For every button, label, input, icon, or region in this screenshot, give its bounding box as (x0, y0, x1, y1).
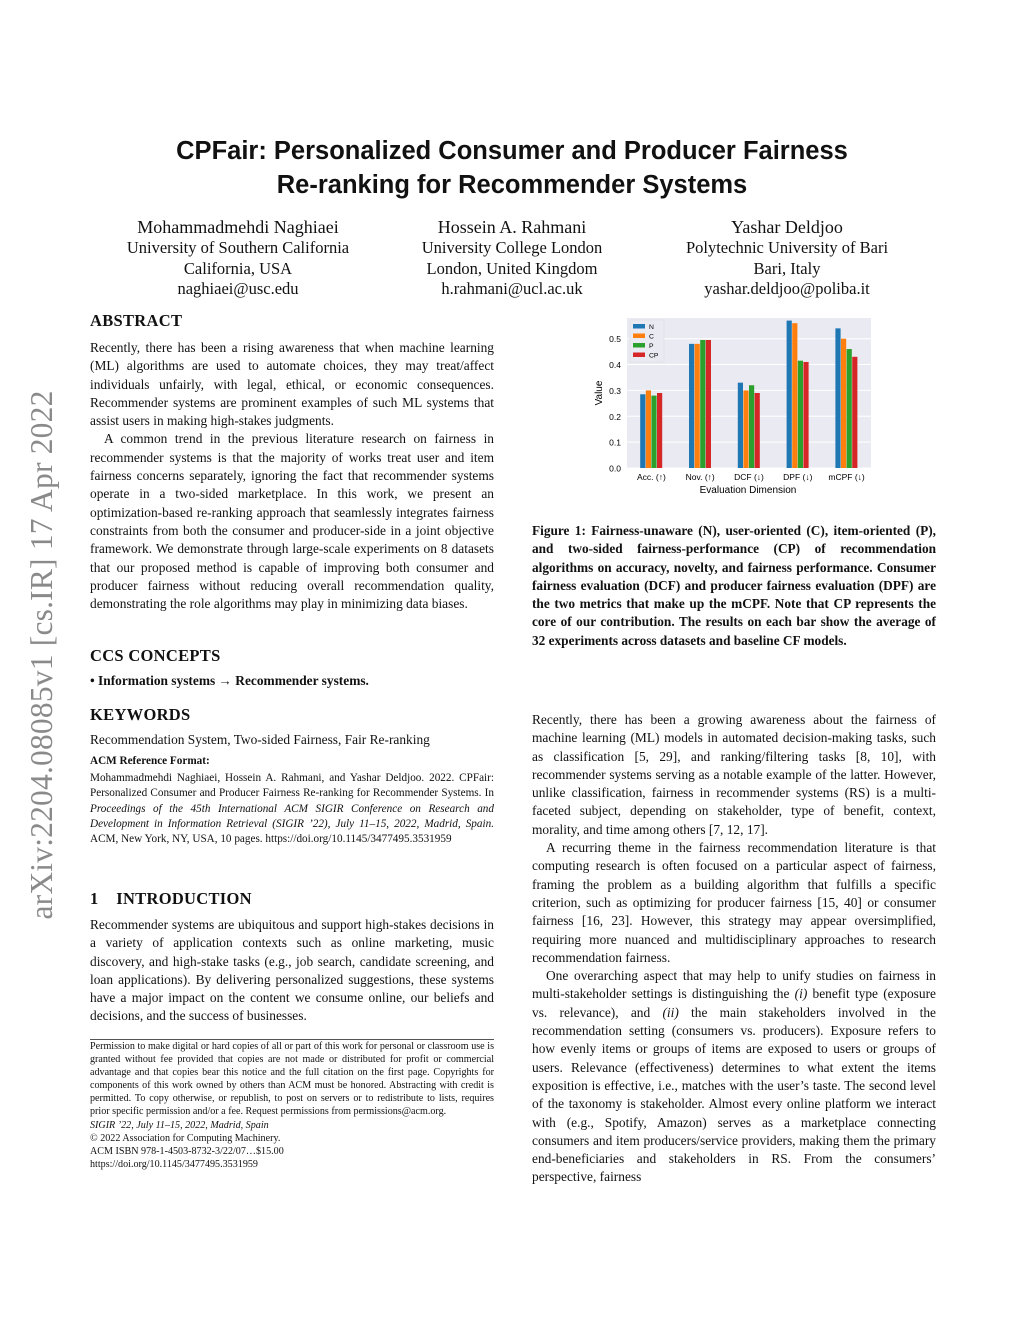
bar-n-4 (835, 328, 840, 468)
bar-c-3 (792, 323, 797, 468)
figure-caption-block (532, 522, 936, 650)
author-affiliation: University College London (421, 238, 603, 257)
bar-p-1 (700, 340, 705, 468)
figure-caption: Figure 1: Fairness-unaware (N), user-oriented (C), item-oriented (P), and two-sided fairness-performance (CP) of recommendation algorithms on accuracy, novelty, and fairness performance. Consumer fairness evaluation (DCF) and producer fairness evaluation (DPF) are the two metrics that make up the mCPF. Note that CP represents the core of our contribution. The results on each bar show the average of 32 experiments across datasets and baseline CF models. (532, 523, 936, 648)
right-p3-part-b: benefit type (exposure vs. relevance), and (532, 986, 936, 1020)
author-block-2 (362, 216, 662, 300)
bar-c-4 (841, 339, 846, 468)
permission-footnote (90, 1040, 494, 1171)
venue-line: SIGIR ’22, July 11–15, 2022, Madrid, Spain (90, 1119, 269, 1131)
bar-c-0 (646, 390, 651, 468)
legend-swatch-cp (633, 353, 645, 358)
x-tick-label: DCF (↓) (734, 472, 764, 482)
abstract-paragraph-2: A common trend in the previous literature research on fairness in recommender systems is that the majority of works treat user and item fairness concerns separately, ignoring the fact that recommender systems operate in a two-sided marketplace. In this work, we present an optimization-based re-ranking approach that seamlessly integrates fairness constraints from both the consumer and producer-side in a joint objective framework. We demonstrate through large-scale experiments on 8 datasets that our proposed method is capable of improving both consumer and producer fairness without reducing overall recommendation quality, demonstrating the role algorithms may play in minimizing data biases. (90, 431, 494, 612)
y-tick-label: 0.1 (609, 437, 621, 448)
y-tick-label: 0.0 (609, 463, 621, 474)
paper-title (0, 134, 1024, 202)
acm-reference (90, 754, 494, 847)
chart-x-axis-label: Evaluation Dimension (699, 485, 797, 496)
x-tick-label: DPF (↓) (783, 472, 813, 482)
right-body-text (532, 711, 936, 1187)
acm-ref-text (90, 771, 494, 847)
title-line-1: CPFair: Personalized Consumer and Producer Fairness (176, 137, 848, 165)
author-affiliation: Polytechnic University of Bari (685, 238, 889, 257)
bar-cp-1 (706, 340, 711, 468)
y-tick-label: 0.5 (609, 334, 621, 345)
author-name: Hossein A. Rahmani (437, 217, 587, 237)
doi-line: https://doi.org/10.1145/3477495.3531959 (90, 1158, 258, 1170)
author-block-3 (637, 216, 937, 300)
figure-1-bar-chart (580, 310, 880, 500)
permission-text: Permission to make digital or hard copies of all or part of this work for personal or classroom use is granted without fee provided that copies are not made or distributed for profit or commercial advantage and that copies bear this notice and the full citation on the first page. Copyrights for components of this work owned by others than ACM must be honored. Abstracting with credit is permitted. To copy otherwise, or republish, to post on servers or to redistribute to lists, requires prior specific permission and/or a fee. Request permissions from permissions@acm.org. (90, 1041, 494, 1118)
author-email: h.rahmani@ucl.ac.uk (441, 279, 583, 298)
right-paragraph-2: A recurring theme in the fairness recommendation literature is that computing research is often focused on a particular aspect of fairness, framing the problem as a building algorithm that fulfills a specific criterion, such as optimizing for producer fairness [15, 40] or consumer fairness [16, 23]. However, this strategy may appear oversimplified, requiring more nuanced and multidisciplinary approaches to research recommendation fairness. (532, 840, 936, 965)
ccs-text: • Information systems → Recommender systems. (90, 673, 369, 688)
right-p3-part-a: One overarching aspect that may help to unify studies on fairness in multi-stakeholder settings is distinguishing the (532, 968, 936, 1002)
author-name: Mohammadmehdi Naghiaei (137, 217, 339, 237)
arxiv-id: arXiv:2204.08085v1 [cs.IR] 17 Apr 2022 (24, 390, 59, 920)
author-location: California, USA (183, 258, 293, 278)
author-block-1 (88, 216, 388, 300)
legend-label-n: N (649, 324, 654, 331)
bar-cp-2 (755, 393, 760, 468)
author-email: yashar.deldjoo@poliba.it (704, 279, 870, 298)
right-p3-part-c: the main stakeholders involved in the recommendation setting (consumers vs. producers). Exposure refers to how evenly items or groups of items are exposed to users or groups of users. Relevance (effectiveness) determines to what extent the items exposition is effective, i.e., matches with the user’s taste. The second level of the taxonomy is stakeholder. Almost every online platform we interact with (e.g., Spotify, Amazon) serves as a marketplace connecting consumers and item producers/service providers, making them the primary end-beneficiaries and stakeholders in RS. From the consumers’ perspective, fairness (532, 1004, 936, 1185)
author-email: naghiaei@usc.edu (177, 279, 299, 298)
bar-c-2 (743, 390, 748, 468)
legend-label-cp: CP (649, 352, 659, 360)
acm-ref-heading: ACM Reference Format: (90, 755, 210, 767)
bar-p-2 (749, 385, 754, 468)
right-paragraph-3 (532, 967, 936, 1187)
x-tick-label: Acc. (↑) (636, 472, 666, 482)
author-affiliation: University of Southern California (126, 238, 350, 257)
intro-paragraph-1: Recommender systems are ubiquitous and support high-stakes decisions in a variety of application contexts such as online marketing, music discovery, and high-stake tasks (e.g., job search, candidate screening, and loan applications). By delivering personalized suggestions, these systems have a major impact on the content we consume online, our beliefs and decisions, and the success of businesses. (90, 917, 494, 1024)
chart-legend (630, 320, 664, 362)
legend-swatch-p (633, 343, 645, 348)
legend-swatch-c (633, 334, 645, 339)
bar-cp-3 (803, 362, 808, 468)
intro-heading: 1 INTRODUCTION (90, 889, 252, 908)
legend-label-p: P (649, 343, 654, 350)
chart-x-ticks (637, 472, 865, 482)
acm-ref-italic: Proceedings of the 45th International ACM SIGIR Conference on Research and Development in Information Retrieval (SIGIR ’22), July 11–15, 2022, Madrid, Spain. (90, 802, 494, 830)
bar-n-3 (787, 321, 792, 468)
abstract-section (90, 311, 494, 613)
ccs-heading: CCS CONCEPTS (90, 646, 221, 665)
ccs-section (90, 646, 494, 690)
y-tick-label: 0.3 (609, 385, 621, 396)
author-name: Yashar Deldjoo (731, 217, 843, 237)
x-tick-label: Nov. (↑) (685, 472, 715, 482)
bar-n-0 (640, 394, 645, 468)
abstract-paragraph-1: Recently, there has been a rising awareness that when machine learning (ML) algorithms are used to automate choices, they may treat/affect individuals unfairly, with legal, ethical, or economic consequences. Recommender systems are prominent examples of such ML systems that assist users in making high-stakes judgments. (90, 340, 494, 429)
arxiv-stamp (20, 365, 64, 945)
bar-p-3 (798, 361, 803, 468)
bar-cp-4 (852, 357, 857, 468)
bar-n-2 (738, 383, 743, 468)
bar-cp-0 (657, 393, 662, 468)
keywords-heading: KEYWORDS (90, 705, 191, 724)
y-tick-label: 0.2 (609, 411, 621, 422)
legend-label-c: C (649, 333, 654, 341)
right-p3-italic-ii: (ii) (662, 1004, 679, 1020)
right-p3-italic-i: (i) (794, 986, 808, 1002)
introduction-section (90, 889, 494, 1026)
author-location: Bari, Italy (753, 258, 821, 278)
author-location: London, United Kingdom (426, 258, 598, 278)
bar-n-1 (689, 344, 694, 468)
isbn-line: ACM ISBN 978-1-4503-8732-3/22/07…$15.00 (90, 1145, 284, 1157)
abstract-heading: ABSTRACT (90, 311, 183, 330)
copyright-line: © 2022 Association for Computing Machinery. (90, 1132, 281, 1144)
keywords-text: Recommendation System, Two-sided Fairness, Fair Re-ranking (90, 732, 430, 747)
title-line-2: Re-ranking for Recommender Systems (276, 171, 748, 199)
acm-ref-post: ACM, New York, NY, USA, 10 pages. https://doi.org/10.1145/3477495.3531959 (90, 833, 452, 846)
keywords-section (90, 705, 494, 749)
chart-y-axis-label: Value (594, 380, 605, 406)
bar-c-1 (695, 344, 700, 468)
y-tick-label: 0.4 (609, 360, 621, 371)
right-paragraph-1: Recently, there has been a growing awareness about the fairness of machine learning (ML) models in automated decision-making tasks, such as classification [5, 29], and ranking/filtering tasks [8, 10], with recommender systems serving as a notable example of the latter. However, unlike classification, fairness in recommender systems (RS) is a multi-faceted subject, depending on stakeholder, type of benefit, context, morality, and time among others [7, 12, 17]. (532, 712, 936, 837)
legend-swatch-n (633, 324, 645, 329)
acm-ref-pre: Mohammadmehdi Naghiaei, Hossein A. Rahmani, and Yashar Deldjoo. 2022. CPFair: Personalized Consumer and Producer Fairness Re-ranking for Recommender Systems. In (90, 772, 494, 800)
x-tick-label: mCPF (↓) (828, 472, 865, 482)
chart-y-ticks (609, 334, 621, 473)
bar-p-4 (847, 349, 852, 468)
bar-p-0 (651, 396, 656, 468)
